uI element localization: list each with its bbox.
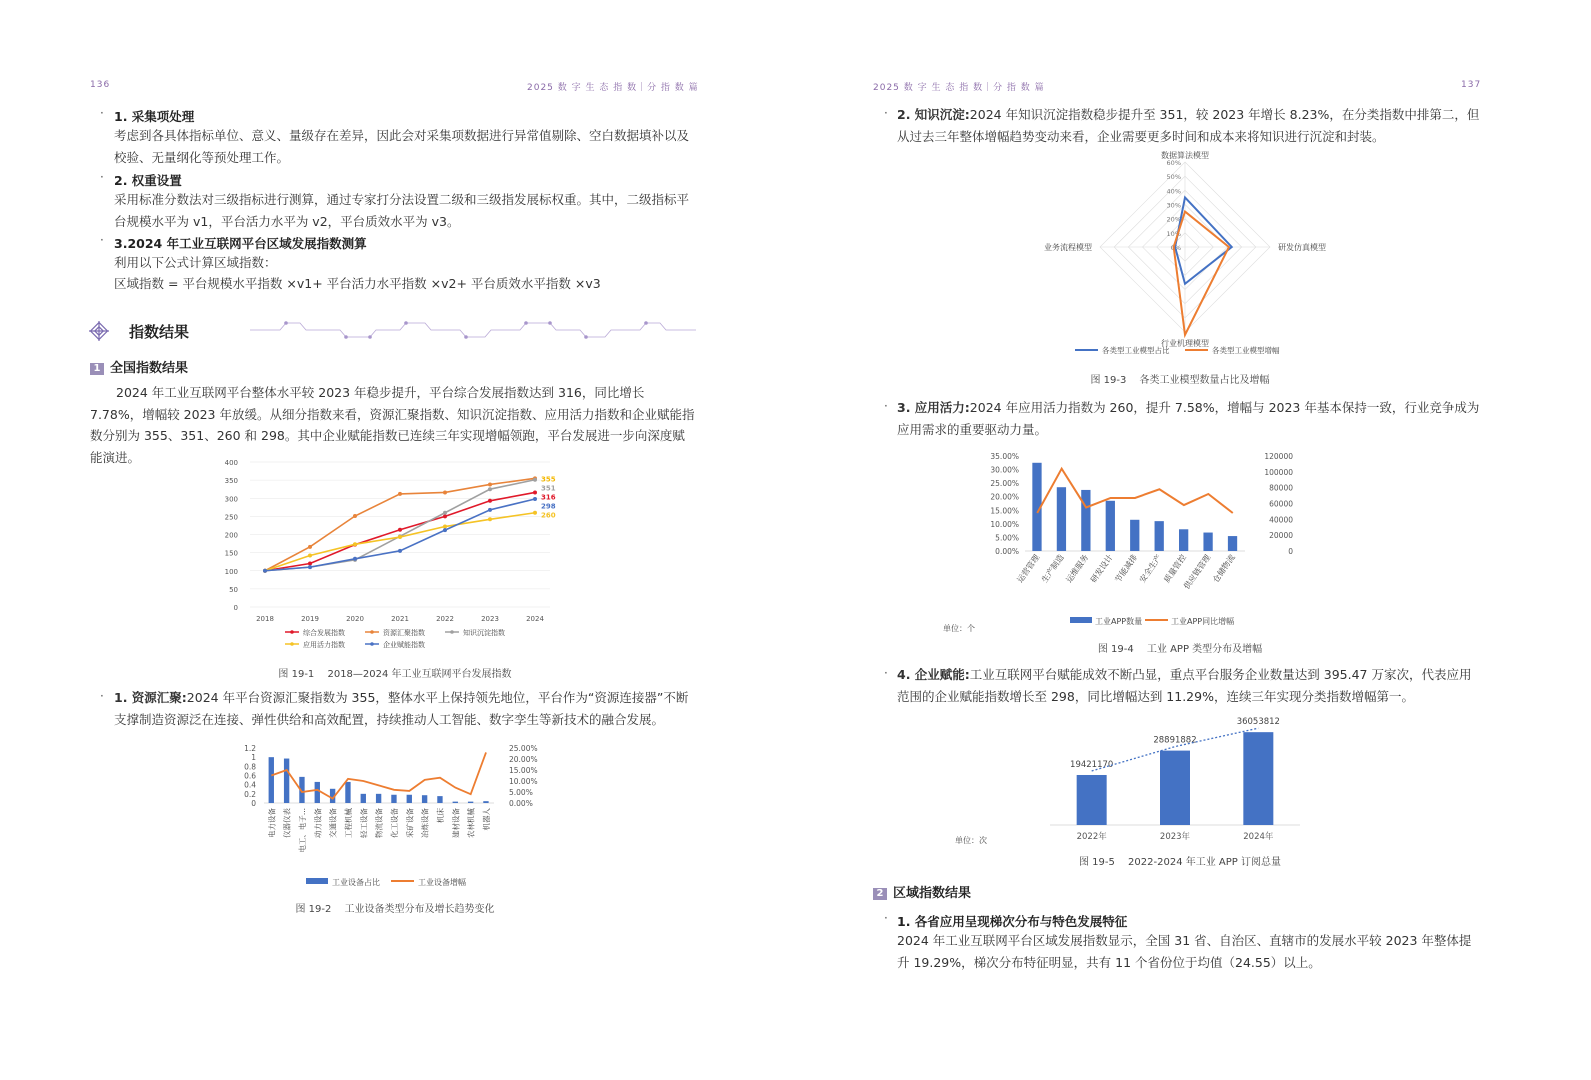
- y-tick-label: 1: [251, 753, 256, 763]
- end-data-label: 298: [541, 502, 556, 511]
- y-tick-label: 0: [251, 799, 256, 808]
- legend-label: 工业APP同比增幅: [1171, 617, 1235, 626]
- bar: [437, 796, 442, 803]
- legend-marker: [290, 630, 294, 634]
- item-text: 2024 年知识沉淀指数稳步提升至 351，较 2023 年增长 8.23%，在分类指数中排第二，但从过去三年整体增幅趋势变动来看，企业需要更多时间和成本来将知识进行沉淀和封装。: [897, 107, 1480, 144]
- x-tick-label: 机器人: [482, 808, 492, 831]
- bar: [284, 759, 289, 803]
- x-tick-label: 节能减排: [1113, 552, 1140, 585]
- y-tick-label: 0.8: [244, 762, 256, 772]
- item-heading: 2. 权重设置: [114, 173, 182, 188]
- x-tick-label: 2021: [391, 615, 409, 623]
- legend-label: 各类型工业模型占比: [1102, 346, 1170, 355]
- y2-tick-label: 20.00%: [509, 755, 538, 764]
- legend-label: 各类型工业模型增幅: [1212, 346, 1280, 355]
- chart-fig19-5: [1020, 712, 1310, 847]
- axis-label: 研发仿真模型: [1278, 243, 1326, 252]
- bar: [391, 795, 396, 803]
- radial-tick-label: 50%: [1166, 173, 1181, 182]
- data-label: 28891882: [1153, 735, 1197, 746]
- legend-label: 资源汇聚指数: [383, 629, 425, 637]
- data-label: 36053812: [1236, 717, 1280, 728]
- bar: [269, 757, 274, 803]
- legend-label: 工业APP数量: [1095, 617, 1143, 626]
- figure-caption: 图 19-4 工业 APP 类型分布及增幅: [1097, 644, 1263, 655]
- x-tick-label: 农林机械: [466, 808, 476, 838]
- y-tick-label: 30.00%: [990, 465, 1019, 475]
- data-point: [488, 508, 492, 512]
- y2-tick-label: 10.00%: [509, 777, 538, 786]
- x-tick-label: 2019: [301, 615, 319, 623]
- legend-marker: [450, 630, 454, 634]
- x-tick-label: 2024年: [1243, 832, 1274, 842]
- bullet-dot: ·: [100, 106, 104, 120]
- axis-label: 业务流程模型: [1044, 243, 1092, 252]
- y2-tick-label: 100000: [1264, 467, 1293, 477]
- data-point: [308, 562, 312, 566]
- y-tick-label: 400: [224, 459, 238, 467]
- legend-marker: [290, 642, 294, 646]
- data-point: [353, 557, 357, 561]
- data-point: [443, 490, 447, 494]
- item-heading: 4. 企业赋能:: [897, 667, 970, 682]
- resource-paragraph: [114, 687, 696, 730]
- data-point: [488, 499, 492, 503]
- series-line: [265, 513, 535, 571]
- bullet-dot: ·: [884, 106, 888, 120]
- legend-swatch: [306, 878, 328, 884]
- item-heading: 1. 各省应用呈现梯次分布与特色发展特征: [897, 914, 1128, 929]
- formula: 区域指数 = 平台规模水平指数 ×v1+ 平台活力水平指数 ×v2+ 平台质效水平指数 ×v3: [114, 276, 601, 291]
- data-point: [308, 565, 312, 569]
- radial-tick-label: 40%: [1166, 187, 1181, 196]
- data-point: [533, 478, 537, 482]
- axis-label: 行业机理模型: [1161, 339, 1209, 348]
- bar: [1203, 533, 1212, 551]
- figure-caption: 图 19-3 各类工业模型数量占比及增幅: [1090, 375, 1270, 386]
- bar: [483, 801, 488, 803]
- item-text: 2024 年平台资源汇聚指数为 355，整体水平上保持领先地位，平台作为“资源连接器”不断支撑制造资源泛在连接、弹性供给和高效配置，持续推动人工智能、数字孪生等新技术的融合发展。: [114, 690, 689, 727]
- bar: [315, 782, 320, 803]
- unit-label: 单位：个: [943, 624, 975, 633]
- y-tick-label: 1.2: [244, 744, 256, 753]
- data-point: [533, 511, 537, 515]
- bar: [1077, 775, 1107, 825]
- data-label: 19421170: [1070, 759, 1114, 770]
- item-heading: 1. 采集项处理: [114, 109, 195, 124]
- bar: [1179, 529, 1188, 551]
- bullet-dot: ·: [100, 170, 104, 184]
- y2-tick-label: 60000: [1269, 499, 1293, 509]
- decorative-divider: [250, 320, 696, 342]
- x-tick-label: 工程机械: [344, 808, 354, 838]
- y-tick-label: 0.2: [244, 789, 256, 799]
- data-point: [398, 492, 402, 496]
- y-tick-label: 0: [233, 604, 238, 612]
- data-point: [263, 569, 267, 573]
- right-page: [795, 0, 1591, 1080]
- subsection-title: [90, 357, 188, 376]
- legend-marker: [370, 642, 374, 646]
- bar: [1057, 487, 1066, 551]
- x-tick-label: 研发设计: [1088, 552, 1115, 585]
- bar: [453, 802, 458, 803]
- figure-caption: 图 19-1 2018—2024 年工业互联网平台发展指数: [278, 669, 512, 680]
- item-text: 2024 年应用活力指数为 260，提升 7.58%，增幅与 2023 年基本保持一致，行业竞争成为应用需求的重要驱动力量。: [897, 400, 1480, 437]
- section-ornament-icon: [88, 320, 110, 342]
- bar: [1160, 751, 1190, 825]
- radial-tick-label: 60%: [1166, 159, 1181, 167]
- end-data-label: 260: [541, 511, 556, 520]
- x-tick-label: 质量管控: [1162, 552, 1188, 585]
- data-point: [398, 528, 402, 532]
- data-point: [308, 554, 312, 558]
- bar: [376, 794, 381, 803]
- chart-fig19-4: [980, 446, 1320, 631]
- x-tick-label: 机床: [436, 808, 446, 823]
- y-tick-label: 200: [224, 531, 238, 540]
- subsection-title: [873, 882, 971, 901]
- bar: [1081, 490, 1090, 551]
- data-point: [488, 482, 492, 486]
- legend-label: 企业赋能指数: [383, 641, 425, 649]
- radial-tick-label: 20%: [1166, 215, 1181, 224]
- axis-label: 数据算法模型: [1161, 151, 1209, 160]
- x-tick-label: 仓储物流: [1211, 552, 1237, 585]
- radial-tick-label: 30%: [1166, 201, 1181, 210]
- x-tick-label: 2018: [256, 615, 274, 623]
- data-point: [443, 528, 447, 532]
- y2-tick-label: 0.00%: [509, 799, 533, 808]
- y-tick-label: 350: [224, 477, 238, 486]
- x-tick-label: 运维服务: [1064, 552, 1091, 585]
- bar: [1243, 732, 1273, 825]
- data-point: [533, 490, 537, 494]
- y2-tick-label: 15.00%: [509, 766, 538, 775]
- x-tick-label: 2020: [346, 615, 364, 623]
- x-tick-label: 电力设备: [267, 808, 277, 838]
- radial-tick-label: 0%: [1170, 244, 1181, 252]
- bullet-dot: ·: [884, 666, 888, 680]
- legend-marker: [370, 630, 374, 634]
- x-tick-label: 动力设备: [313, 808, 323, 838]
- data-point: [443, 525, 447, 529]
- x-tick-label: 供应链管理: [1182, 552, 1213, 591]
- legend-label: 综合发展指数: [303, 629, 345, 637]
- chart-fig19-2: [236, 738, 556, 896]
- subsection-number: 2: [873, 888, 887, 900]
- knowledge-paragraph: [897, 104, 1481, 147]
- y2-tick-label: 40000: [1269, 515, 1293, 525]
- x-tick-label: 2022年: [1076, 832, 1107, 842]
- data-point: [443, 514, 447, 518]
- figure-caption: 图 19-5 2022-2024 年工业 APP 订阅总量: [1079, 857, 1281, 868]
- x-tick-label: 生产制造: [1040, 552, 1066, 585]
- unit-label: 单位：次: [955, 836, 987, 845]
- x-tick-label: 交通设备: [328, 808, 338, 838]
- x-tick-label: 电工、电子...: [298, 808, 308, 853]
- data-point: [488, 517, 492, 521]
- y-tick-label: 15.00%: [990, 506, 1019, 516]
- y2-tick-label: 0: [1288, 547, 1293, 556]
- app-paragraph: [897, 397, 1481, 440]
- bar: [345, 782, 350, 803]
- end-data-label: 316: [541, 493, 556, 502]
- data-point: [308, 545, 312, 549]
- subsection-label: 全国指数结果: [110, 361, 189, 376]
- end-data-label: 355: [541, 475, 556, 484]
- chart-fig19-3: [1010, 150, 1350, 365]
- chart-fig19-1: [215, 452, 575, 662]
- x-tick-label: 化工设备: [390, 808, 400, 838]
- figure-caption: 图 19-2 工业设备类型分布及增长趋势变化: [295, 904, 495, 915]
- item-text: 利用以下公式计算区域指数：: [114, 255, 277, 270]
- x-tick-label: 物流设备: [374, 808, 384, 838]
- item-heading: 2. 知识沉淀:: [897, 107, 970, 122]
- data-point: [398, 535, 402, 539]
- radial-tick-label: 10%: [1166, 229, 1181, 238]
- national-paragraph: 2024 年工业互联网平台整体水平较 2023 年稳步提升，平台综合发展指数达到 316，同比增长 7.78%，增幅较 2023 年放缓。从细分指数来看，资源汇聚指数、知识沉淀指数、应用活力指数和企业赋能指数分别为 355、351、260 和 298。其中企业赋能指数已连续三年实现增幅领跑，平台发展进一步向深度赋能演进。: [90, 385, 695, 465]
- legend-label: 应用活力指数: [303, 641, 345, 649]
- x-tick-label: 运营管理: [1015, 552, 1042, 585]
- bar: [422, 795, 427, 803]
- left-page: [0, 0, 795, 1080]
- y-tick-label: 50: [229, 585, 238, 594]
- item-text: 采用标准分数法对三级指标进行测算，通过专家打分法设置二级和三级指发展标权重。其中，二级指标平台规模水平为 v1，平台活力水平为 v2，平台质效水平为 v3。: [114, 192, 690, 229]
- data-point: [488, 487, 492, 491]
- bar: [361, 794, 366, 803]
- bullet-dot: ·: [100, 233, 104, 247]
- data-point: [533, 497, 537, 501]
- item-text: 2024 年工业互联网平台区域发展指数显示，全国 31 省、自治区、直辖市的发展水平较 2023 年整体提升 19.29%，梯次分布特征明显，共有 11 个省份位于均值（24.55）以上。: [897, 933, 1472, 970]
- x-tick-label: 仪器仪表: [282, 808, 292, 838]
- x-tick-label: 2023: [481, 615, 499, 623]
- series-line: [1037, 469, 1233, 513]
- x-tick-label: 轻工设备: [359, 808, 369, 838]
- bullet-dot: ·: [884, 399, 888, 413]
- legend-label: 工业设备占比: [332, 878, 380, 887]
- data-point: [398, 549, 402, 553]
- item-text: 工业互联网平台赋能成效不断凸显，重点平台服务企业数量达到 395.47 万家次，代表应用范围的企业赋能指数增长至 298，同比增幅达到 11.29%，连续三年实现分类指数增幅第一。: [897, 667, 1472, 704]
- y-tick-label: 150: [224, 549, 238, 558]
- y2-tick-label: 120000: [1264, 452, 1293, 461]
- x-tick-label: 2022: [436, 615, 454, 623]
- subsection-label: 区域指数结果: [893, 886, 972, 901]
- y-tick-label: 35.00%: [990, 452, 1019, 461]
- y-tick-label: 300: [224, 495, 238, 504]
- bar: [1155, 521, 1164, 551]
- x-tick-label: 冶炼设备: [420, 808, 430, 838]
- enable-paragraph: [897, 664, 1481, 707]
- x-tick-label: 采矿设备: [405, 808, 415, 838]
- item-heading: 1. 资源汇聚:: [114, 690, 187, 705]
- legend-label: 知识沉淀指数: [463, 629, 505, 637]
- bar: [407, 795, 412, 803]
- y-tick-label: 0.00%: [995, 547, 1019, 556]
- x-tick-label: 建材设备: [451, 808, 461, 838]
- page-number: 137: [1461, 80, 1482, 90]
- item-heading: 3.2024 年工业互联网平台区域发展指数测算: [114, 236, 367, 251]
- y-tick-label: 0.4: [244, 780, 256, 790]
- y-tick-label: 25.00%: [990, 479, 1019, 489]
- y2-tick-label: 20000: [1269, 531, 1293, 541]
- y-tick-label: 5.00%: [995, 533, 1019, 543]
- x-tick-label: 2023年: [1159, 832, 1191, 842]
- y2-tick-label: 80000: [1269, 483, 1293, 493]
- bar: [1130, 520, 1139, 551]
- section-title: 指数结果: [129, 323, 190, 341]
- running-header: 2025 数 字 生 态 指 数｜分 指 数 篇: [873, 83, 1045, 93]
- page-number: 136: [90, 80, 111, 90]
- y-tick-label: 100: [224, 567, 238, 576]
- item-heading: 3. 应用活力:: [897, 400, 970, 415]
- end-data-label: 351: [541, 484, 556, 493]
- y2-tick-label: 5.00%: [509, 788, 533, 797]
- item-text: 考虑到各具体指标单位、意义、量级存在差异，因此会对采集项数据进行异常值剔除、空白数据填补以及校验、无量纲化等预处理工作。: [114, 128, 690, 165]
- bullet-dot: ·: [884, 911, 888, 925]
- bar: [1228, 536, 1237, 551]
- subsection-number: 1: [90, 363, 104, 375]
- bar: [1106, 501, 1115, 551]
- bar: [468, 802, 473, 803]
- running-header: 2025 数 字 生 态 指 数｜分 指 数 篇: [527, 83, 699, 93]
- x-tick-label: 2024: [526, 615, 544, 623]
- x-tick-label: 安全生产: [1137, 552, 1164, 585]
- legend-swatch: [1070, 617, 1092, 623]
- data-point: [353, 514, 357, 518]
- y-tick-label: 20.00%: [990, 492, 1019, 502]
- y-tick-label: 10.00%: [990, 519, 1019, 529]
- data-point: [443, 511, 447, 515]
- bullet-dot: ·: [100, 689, 104, 703]
- y-tick-label: 250: [224, 513, 238, 522]
- y2-tick-label: 25.00%: [509, 744, 538, 753]
- data-point: [353, 542, 357, 546]
- legend-label: 工业设备增幅: [418, 878, 466, 887]
- series-line: [271, 752, 486, 798]
- y-tick-label: 0.6: [244, 771, 256, 781]
